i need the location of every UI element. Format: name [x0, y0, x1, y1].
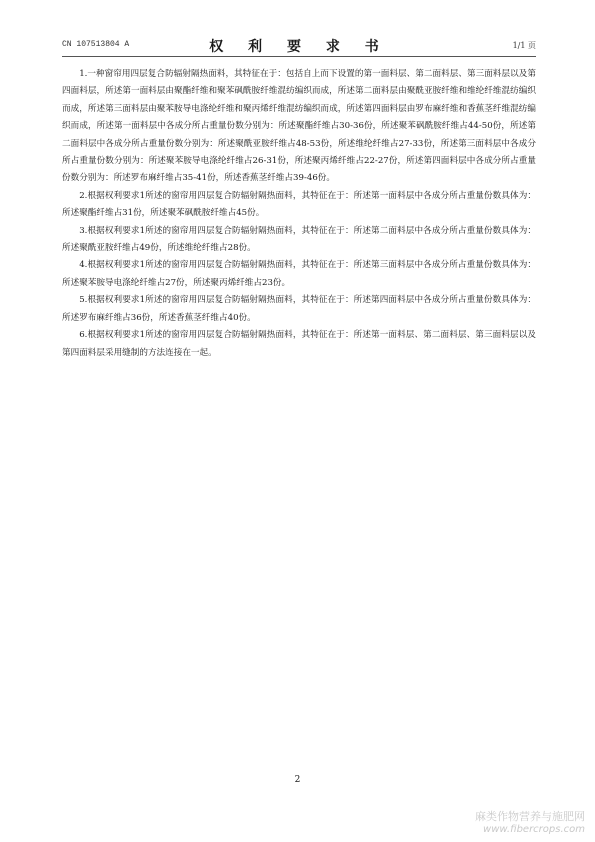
- watermark-url: www.fibercrops.com: [483, 824, 585, 835]
- claim-6: 6.根据权利要求1所述的窗帘用四层复合防辐射隔热面料，其特征在于：所述第一面料层、第二面料层、第三面料层以及第四面料层采用缝制的方法连接在一起。: [62, 330, 536, 358]
- document-title: 权 利 要 求 书: [209, 39, 389, 55]
- publication-number: CN 107513804 A: [62, 40, 130, 49]
- watermark: [475, 808, 585, 835]
- watermark-text: 麻类作物营养与施肥网: [475, 810, 585, 823]
- claim-1: 1.一种窗帘用四层复合防辐射隔热面料，其特征在于：包括自上而下设置的第一面料层、第二面料层、第三面料层以及第四面料层，所述第一面料层由聚酯纤维和聚苯砜酰胺纤维混纺编织而成，所述第二面料层由聚酰亚胺纤维和维纶纤维混纺编织而成，所述第三面料层由聚苯胺导电涤纶纤维和聚丙烯纤维混纺编织而成，所述第四面料层由罗布麻纤维和香蕉茎纤维混纺编织而成，所述第一面料层中各成分所占重量份数分别为：所述聚酯纤维占30-36份，所述聚苯砜酰胺纤维占44-50份，所述第二面料层中各成分所占重量份数分别为：所述聚酰亚胺纤维占48-53份，所述维纶纤维占27-33份，所述第三面料层中各成分所占重量份数分别为：所述聚苯胺导电涤纶纤维占26-31份，所述聚丙烯纤维占22-27份，所述第四面料层中各成分所占重量份数分别为：所述罗布麻纤维占35-41份，所述香蕉茎纤维占39-46份。: [62, 69, 536, 184]
- claims-body: [62, 66, 536, 362]
- claim-2: 2.根据权利要求1所述的窗帘用四层复合防辐射隔热面料，其特征在于：所述第一面料层中各成分所占重量份数具体为：所述聚酯纤维占31份，所述聚苯砜酰胺纤维占45份。: [62, 190, 536, 219]
- claim-4: 4.根据权利要求1所述的窗帘用四层复合防辐射隔热面料，其特征在于：所述第三面料层中各成分所占重量份数具体为：所述聚苯胺导电涤纶纤维占27份，所述聚丙烯纤维占23份。: [62, 260, 536, 288]
- page-number: 2: [294, 775, 301, 785]
- claim-5: 5.根据权利要求1所述的窗帘用四层复合防辐射隔热面料，其特征在于：所述第四面料层中各成分所占重量份数具体为：所述罗布麻纤维占36份，所述香蕉茎纤维占40份。: [62, 295, 536, 323]
- header-divider: [62, 56, 536, 57]
- claim-3: 3.根据权利要求1所述的窗帘用四层复合防辐射隔热面料，其特征在于：所述第二面料层中各成分所占重量份数具体为：所述聚酰亚胺纤维占49份，所述维纶纤维占28份。: [62, 225, 536, 254]
- page-info: 1/1 页: [512, 41, 536, 50]
- page-header: [62, 36, 536, 54]
